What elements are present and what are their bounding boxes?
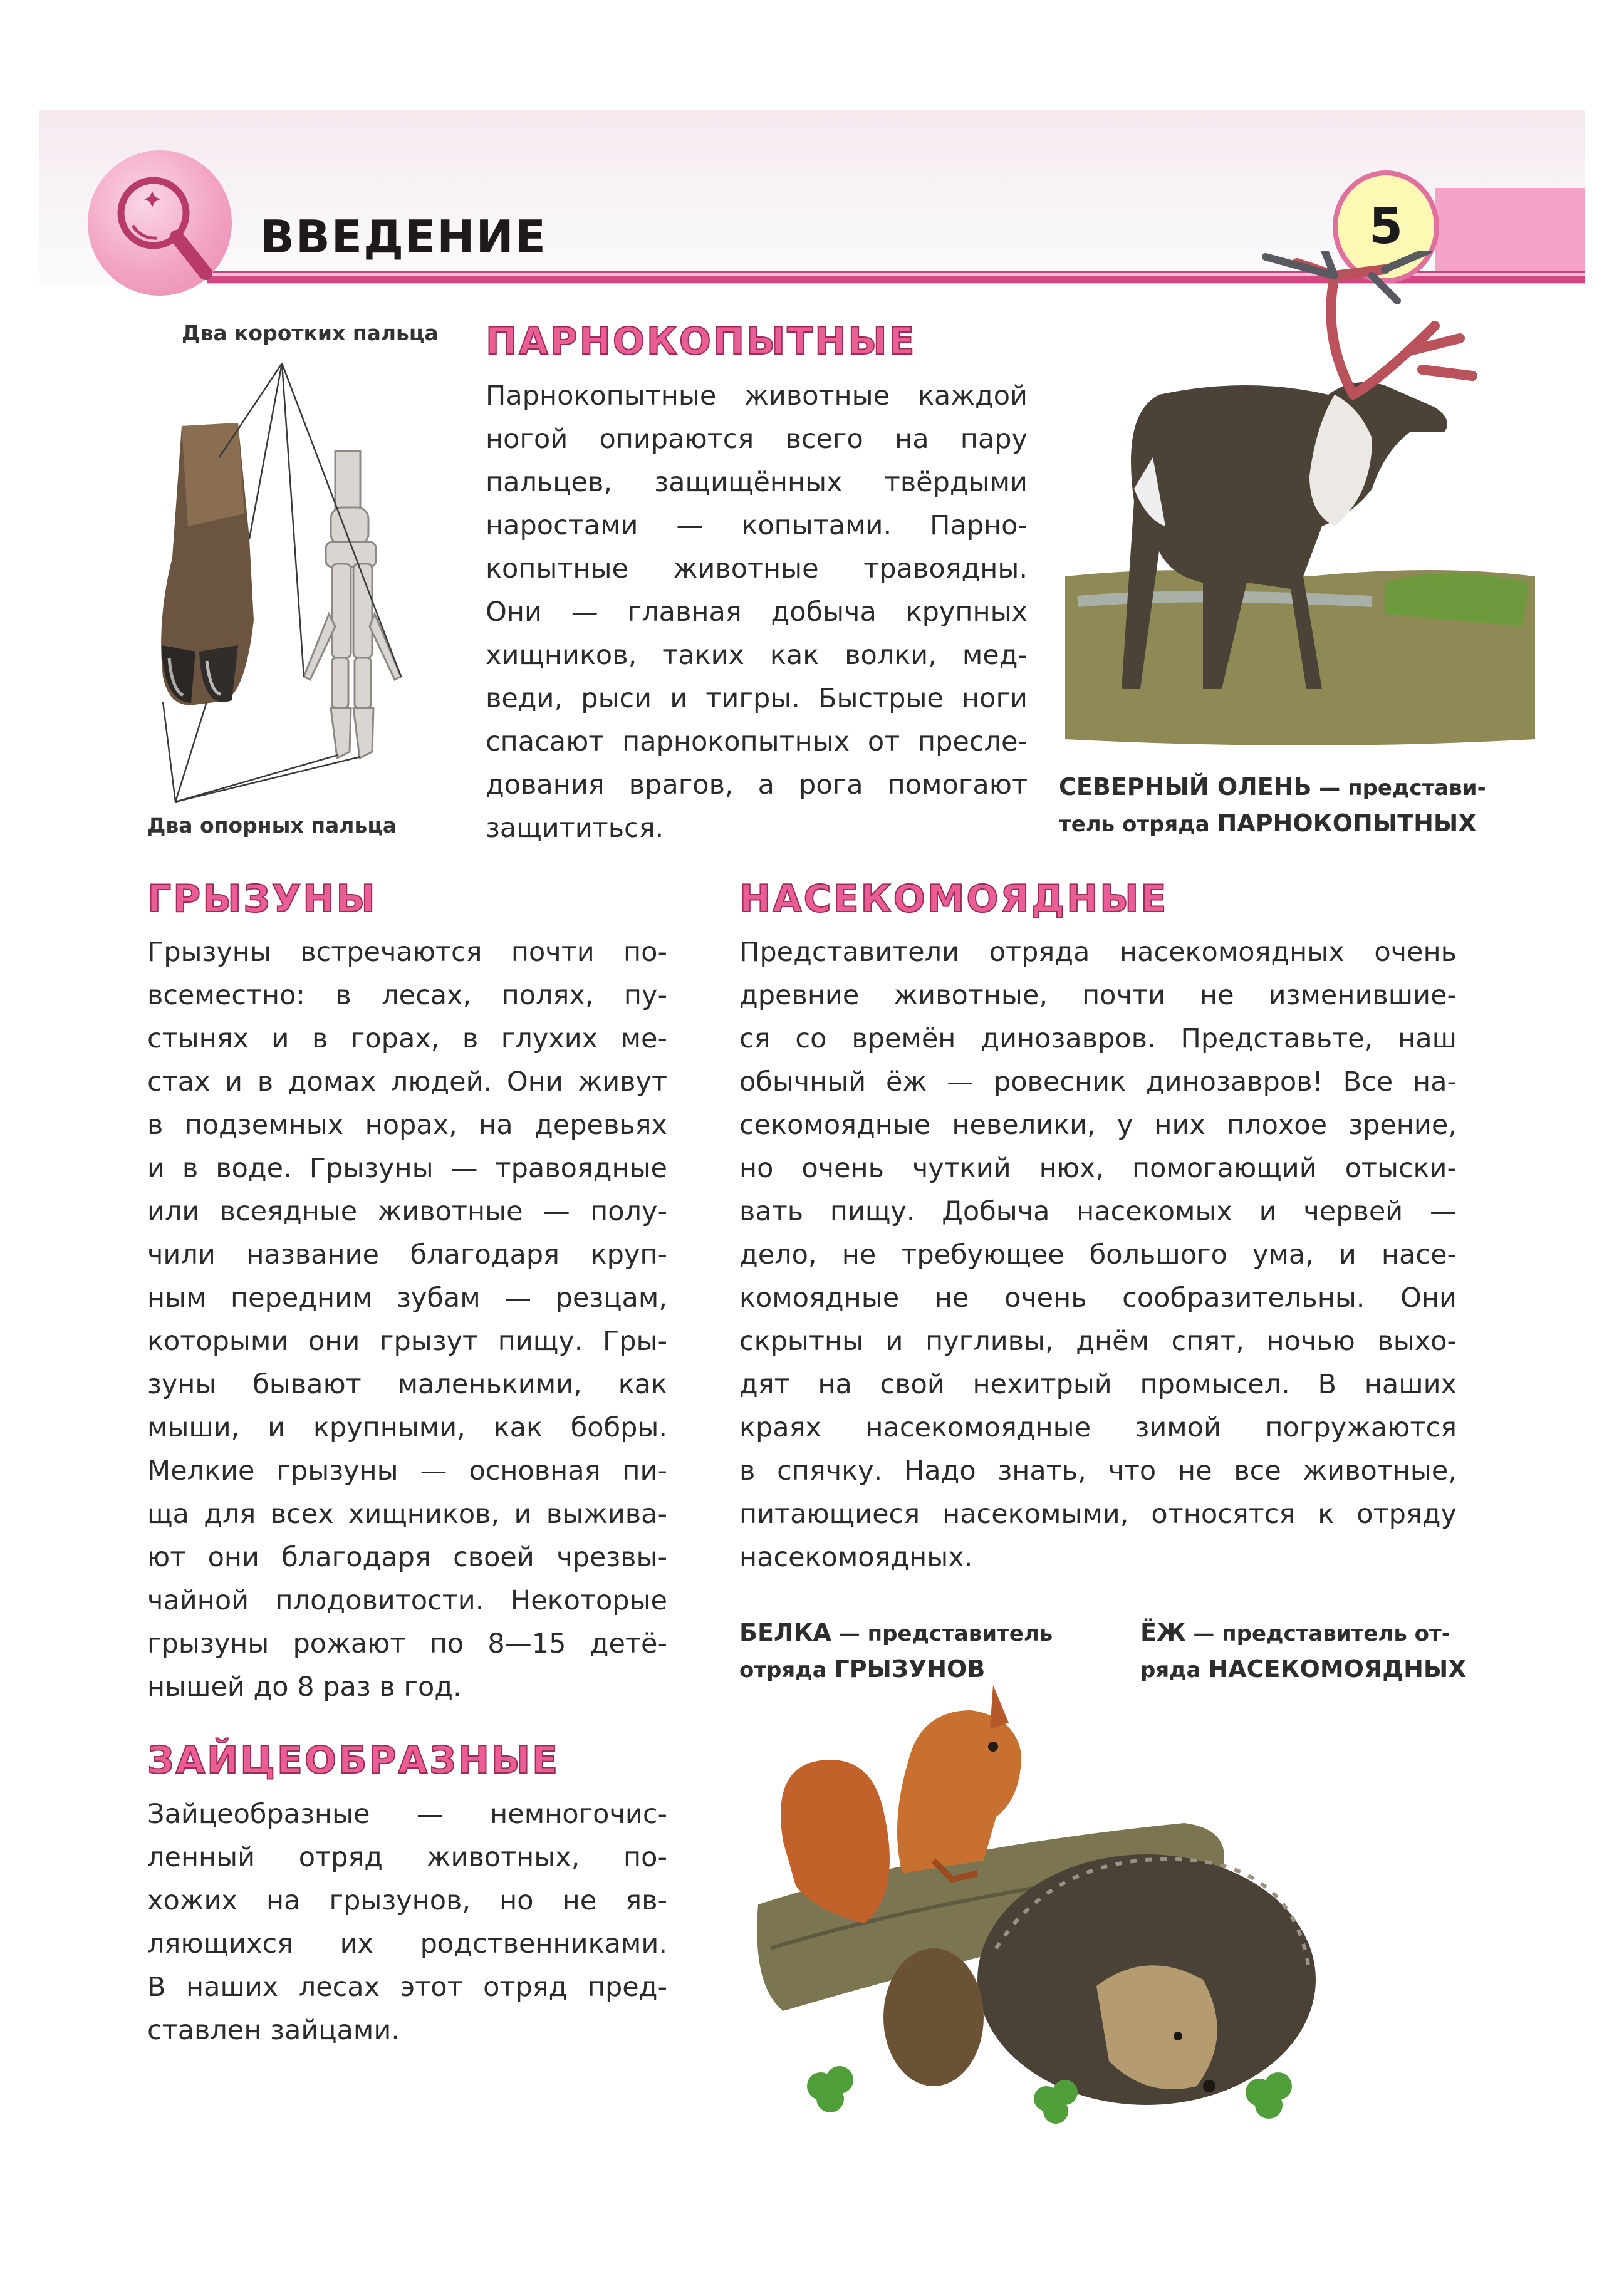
- caption-bold: ГРЫЗУНОВ: [834, 1655, 986, 1683]
- text-line: копытные животные травоядны.: [486, 553, 1028, 584]
- text-line: ногой опираются всего на пару: [486, 423, 1028, 455]
- paragraph-artiodactyls: [486, 375, 1028, 850]
- text-line: или всеядные животные — полу-: [147, 1196, 667, 1227]
- text-line: которыми они грызут пищу. Гры-: [147, 1326, 667, 1357]
- text-line: ным передним зубам — резцам,: [147, 1282, 667, 1314]
- caption-bold: ЁЖ: [1140, 1619, 1186, 1646]
- text-line: Представители отряда насекомоядных очень: [739, 937, 1457, 968]
- paragraph-insectivores: [739, 931, 1457, 1579]
- hoof-top-label: Два коротких пальца: [182, 321, 439, 345]
- caption-hedgehog: [1140, 1615, 1467, 1688]
- text-line: чайной плодовитости. Некоторые: [147, 1585, 667, 1616]
- text-line: ща для всех хищников, и выжива-: [147, 1499, 667, 1530]
- text-line: ляющихся их родственниками.: [147, 1928, 667, 1960]
- caption-text: отряда: [739, 1658, 835, 1683]
- text-line: Они — главная добыча крупных: [486, 596, 1028, 628]
- caption-text: — представитель: [831, 1621, 1053, 1646]
- caption-text: тель отряда: [1059, 812, 1217, 837]
- text-line: В наших лесах этот отряд пред-: [147, 1971, 667, 2003]
- text-line: ся со времён динозавров. Представьте, наш: [739, 1023, 1457, 1054]
- caption-bold: БЕЛКА: [739, 1619, 831, 1646]
- text-line: но очень чуткий нюх, помогающий отыски-: [739, 1153, 1457, 1184]
- caption-bold: СЕВЕРНЫЙ ОЛЕНЬ: [1059, 773, 1312, 801]
- heading-artiodactyls: ПАРНОКОПЫТНЫЕ: [486, 319, 917, 363]
- text-line: всеместно: в лесах, полях, пу-: [147, 980, 667, 1011]
- text-line: комоядные не очень сообразительны. Они: [739, 1282, 1457, 1314]
- paragraph-rodents: [147, 931, 667, 1709]
- pinecone: [883, 1948, 984, 2086]
- text-line: ставлен зайцами.: [147, 2015, 400, 2046]
- page-number: 5: [1368, 199, 1403, 255]
- text-line: Зайцеобразные — немногочис-: [147, 1799, 667, 1830]
- text-line: грызуны рожают по 8—15 детё-: [147, 1628, 667, 1660]
- skeleton-illustration: [304, 451, 401, 758]
- caption-reindeer: [1059, 769, 1486, 842]
- text-line: скрытны и пугливы, днём спят, ночью выхо-: [739, 1326, 1457, 1357]
- magnifier-icon: [88, 150, 232, 296]
- heading-rodents: ГРЫЗУНЫ: [147, 877, 377, 921]
- caption-squirrel: [739, 1615, 1053, 1688]
- text-line: обычный ёж — ровесник динозавров! Все на-: [739, 1066, 1457, 1098]
- text-line: Грызуны встречаются почти по-: [147, 937, 667, 968]
- heading-insectivores: НАСЕКОМОЯДНЫЕ: [739, 877, 1169, 921]
- text-line: дят на свой нехитрый промысел. В наших: [739, 1369, 1457, 1400]
- hedgehog: [977, 1854, 1316, 2105]
- text-line: питающиеся насекомыми, относятся к отряду: [739, 1499, 1457, 1530]
- text-line: ют они благодаря своей чрезвы-: [147, 1542, 667, 1573]
- text-line: нышей до 8 раз в год.: [147, 1671, 462, 1703]
- text-line: насекомоядных.: [739, 1542, 973, 1573]
- magnifier-badge: [88, 150, 232, 296]
- text-line: краях насекомоядные зимой погружаются: [739, 1412, 1457, 1443]
- text-line: древние животные, почти не изменившие-: [739, 980, 1457, 1011]
- caption-bold: ПАРНОКОПЫТНЫХ: [1217, 809, 1477, 837]
- text-line: Парнокопытные животные каждой: [486, 380, 1028, 412]
- text-line: в подземных норах, на деревьях: [147, 1109, 667, 1141]
- text-line: дования врагов, а рога помогают: [486, 769, 1028, 801]
- text-line: и в воде. Грызуны — травоядные: [147, 1153, 667, 1184]
- text-line: наростами — копытами. Парно-: [486, 510, 1028, 541]
- text-line: стах и в домах людей. Они живут: [147, 1066, 667, 1098]
- text-line: хожих на грызунов, но не яв-: [147, 1885, 667, 1916]
- text-line: стынях и в горах, в глухих ме-: [147, 1023, 667, 1054]
- text-line: пальцев, защищённых твёрдыми: [486, 467, 1028, 498]
- text-line: веди, рыси и тигры. Быстрые ноги: [486, 683, 1028, 714]
- section-title: ВВЕДЕНИЕ: [260, 210, 547, 263]
- text-line: ленный отряд животных, по-: [147, 1842, 667, 1873]
- text-line: в спячку. Надо знать, что не все животные,: [739, 1455, 1457, 1487]
- caption-text: — представи-: [1311, 776, 1486, 801]
- paragraph-lagomorphs: [147, 1793, 667, 2052]
- hoof-illustration: [161, 423, 254, 705]
- text-line: защититься.: [486, 813, 664, 844]
- text-line: Мелкие грызуны — основная пи-: [147, 1455, 667, 1487]
- text-line: мыши, и крупными, как бобры.: [147, 1412, 667, 1443]
- text-line: вать пищу. Добыча насекомых и червей —: [739, 1196, 1457, 1227]
- reindeer-illustration: [1059, 251, 1541, 752]
- text-line: зуны бывают маленькими, как: [147, 1369, 667, 1400]
- caption-bold: НАСЕКОМОЯДНЫХ: [1208, 1655, 1467, 1683]
- squirrel-hedgehog-illustration: [746, 1685, 1378, 2136]
- caption-text: ряда: [1140, 1658, 1209, 1683]
- caption-text: — представитель от-: [1185, 1621, 1450, 1646]
- hoof-diagram: [144, 351, 420, 814]
- hoof-bottom-label: Два опорных пальца: [147, 813, 397, 838]
- text-line: спасают парнокопытных от пресле-: [486, 726, 1028, 757]
- text-line: секомоядные невелики, у них плохое зрение,: [739, 1109, 1457, 1141]
- heading-lagomorphs: ЗАЙЦЕОБРАЗНЫЕ: [147, 1738, 560, 1782]
- text-line: дело, не требующее большого ума, и насе-: [739, 1239, 1457, 1270]
- text-line: хищников, таких как волки, мед-: [486, 640, 1028, 671]
- text-line: чили название благодаря круп-: [147, 1239, 667, 1270]
